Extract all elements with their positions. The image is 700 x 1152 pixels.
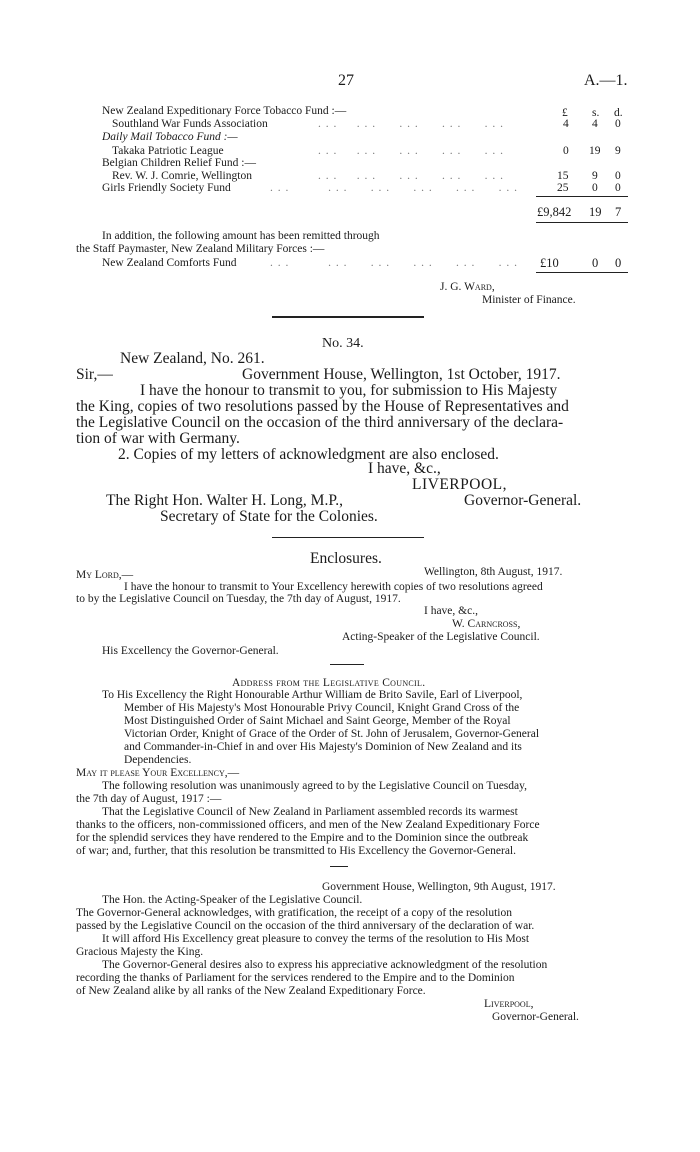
fund-row-shillings: 4 xyxy=(592,118,598,130)
minor-divider xyxy=(330,866,348,867)
enclosure-place-date: Wellington, 8th August, 1917. xyxy=(424,566,563,578)
reply-signer: Liverpool, xyxy=(484,998,534,1010)
leader-dots: . . . . . . . . . . . . . . . xyxy=(318,118,504,130)
despatch-body-line: the Legislative Council on the occasion of the third anniversary of the declara- xyxy=(76,414,564,431)
reply-signer-title: Governor-General. xyxy=(492,1011,579,1023)
fund-row-shillings: 9 xyxy=(592,170,598,182)
finance-signature: J. G. Ward, xyxy=(440,281,495,293)
reply-line: The Governor-General acknowledges, with gratification, the receipt of a copy of the resolution xyxy=(76,907,512,919)
address-line: Victorian Order, Knight of Grace of the Order of St. John of Jerusalem, Governor-General xyxy=(124,728,540,740)
resolution-line: the 7th day of August, 1917 :— xyxy=(76,793,222,805)
resolution-line: of war; and, further, that this resolution be transmitted to His Excellency the Governor-General. xyxy=(76,845,517,857)
leader-dots: . . . . . . . . . . . . . . . . . . xyxy=(270,257,518,269)
page-number: 27 xyxy=(338,72,354,89)
reply-line: passed by the Legislative Council on the occasion of the third anniversary of the declaration of war. xyxy=(76,920,535,932)
total-rule xyxy=(536,196,628,197)
enclosures-heading: Enclosures. xyxy=(310,550,382,567)
comforts-pounds: £10 xyxy=(540,256,559,270)
pence-header: d. xyxy=(614,107,623,119)
minor-divider xyxy=(330,664,364,665)
fund-row-label: Rev. W. J. Comrie, Wellington xyxy=(112,170,252,182)
fund-row-label: Takaka Patriotic League xyxy=(112,145,224,157)
may-it-please: May it please Your Excellency,— xyxy=(76,767,240,779)
fund-row-pounds: 4 xyxy=(563,118,569,130)
comforts-fund-label: New Zealand Comforts Fund xyxy=(102,257,237,269)
fund-row-label: Daily Mail Tobacco Fund :— xyxy=(102,131,238,143)
resolution-line: for the splendid services they have rendered to the Empire and to the Dominion since the outbreak xyxy=(76,832,529,844)
leader-dots: . . . . . . . . . . . . . . . xyxy=(318,170,504,182)
despatch-place-date: Government House, Wellington, 1st October, 1917. xyxy=(242,366,561,383)
remittance-note: In addition, the following amount has been remitted through xyxy=(102,230,380,242)
address-line: Most Distinguished Order of Saint Michael and Saint George, Member of the Royal xyxy=(124,715,511,727)
leader-dots: . . . . . . . . . . . . . . . xyxy=(318,145,504,157)
fund-row-pence: 0 xyxy=(615,118,621,130)
resolution-line: thanks to the officers, non-commissioned officers, and men of the New Zealand Expeditionary Force xyxy=(76,819,540,831)
fund-row-pounds: 15 xyxy=(557,170,569,182)
section-divider xyxy=(272,537,424,538)
despatch-addressee-title: Secretary of State for the Colonies. xyxy=(160,508,378,525)
despatch-addressee: The Right Hon. Walter H. Long, M.P., xyxy=(106,492,343,509)
comforts-pence: 0 xyxy=(615,256,622,270)
reply-line: The Governor-General desires also to express his appreciative acknowledgment of the resolution xyxy=(102,959,548,971)
total-shillings: 19 xyxy=(589,205,602,219)
address-line: Dependencies. xyxy=(124,754,192,766)
enclosure-body-line: to by the Legislative Council on Tuesday, the 7th day of August, 1917. xyxy=(76,593,401,605)
total-pence: 7 xyxy=(615,205,622,219)
fund-row-label: New Zealand Expeditionary Force Tobacco Fund :— xyxy=(102,105,347,117)
leader-dots: . . . . . . . . . . . . . . . . . . xyxy=(270,182,518,194)
enclosure-body-line: I have the honour to transmit to Your Excellency herewith copies of two resolutions agreed xyxy=(124,581,543,593)
enclosure-signer: W. Carncross, xyxy=(452,618,521,630)
fund-row-label: Belgian Children Relief Fund :— xyxy=(102,157,256,169)
fund-row-pence: 9 xyxy=(615,145,621,157)
fund-row-shillings: 19 xyxy=(589,145,601,157)
resolution-line: That the Legislative Council of New Zealand in Parliament assembled records its warmest xyxy=(102,806,518,818)
despatch-number: No. 34. xyxy=(322,336,364,351)
reply-line: Gracious Majesty the King. xyxy=(76,946,204,958)
reply-line: It will afford His Excellency great pleasure to convey the terms of the resolution to His Most xyxy=(102,933,530,945)
section-divider xyxy=(272,316,424,318)
shillings-header: s. xyxy=(592,107,600,119)
resolution-line: The following resolution was unanimously agreed to by the Legislative Council on Tuesday, xyxy=(102,780,528,792)
despatch-body-line: I have the honour to transmit to you, for submission to His Majesty xyxy=(140,382,558,399)
fund-row-pence: 0 xyxy=(615,170,621,182)
despatch-paragraph: 2. Copies of my letters of acknowledgment are also enclosed. xyxy=(118,446,499,463)
despatch-signer-title: Governor-General. xyxy=(464,492,582,509)
address-line: Member of His Majesty's Most Honourable Privy Council, Knight Grand Cross of the xyxy=(124,702,520,714)
address-line: To His Excellency the Right Honourable Arthur William de Brito Savile, Earl of Liverpool, xyxy=(102,689,523,701)
despatch-closing: I have, &c., xyxy=(368,460,441,477)
enclosure-salutation: My Lord,— xyxy=(76,569,134,581)
despatch-body-line: tion of war with Germany. xyxy=(76,430,240,447)
pounds-header: £ xyxy=(562,107,568,119)
remittance-note: the Staff Paymaster, New Zealand Military Forces :— xyxy=(76,243,325,255)
reply-line: recording the thanks of Parliament for the services rendered to the Empire and to the Dominion xyxy=(76,972,515,984)
fund-row-pence: 0 xyxy=(615,182,621,194)
enclosure-closing: I have, &c., xyxy=(424,605,478,617)
fund-row-pounds: 0 xyxy=(563,145,569,157)
despatch-reference: New Zealand, No. 261. xyxy=(120,350,265,367)
address-heading: Address from the Legislative Council. xyxy=(232,677,426,689)
despatch-body-line: the King, copies of two resolutions passed by the House of Representatives and xyxy=(76,398,569,415)
enclosure-signer-title: Acting-Speaker of the Legislative Council. xyxy=(342,631,540,643)
reply-place-date: Government House, Wellington, 9th August, 1917. xyxy=(322,881,556,893)
despatch-salutation: Sir,— xyxy=(76,366,113,383)
finance-signature-title: Minister of Finance. xyxy=(482,294,576,306)
fund-row-shillings: 0 xyxy=(592,182,598,194)
reply-addressee: The Hon. the Acting-Speaker of the Legislative Council. xyxy=(102,894,363,906)
fund-row-label: Girls Friendly Society Fund xyxy=(102,182,231,194)
enclosure-addressee: His Excellency the Governor-General. xyxy=(102,645,279,657)
total-rule-bottom xyxy=(536,222,628,223)
total-pounds: £9,842 xyxy=(537,205,572,219)
fund-row-label: Southland War Funds Association xyxy=(112,118,268,130)
document-reference: A.—1. xyxy=(584,72,628,89)
comforts-rule xyxy=(536,272,628,273)
fund-row-pounds: 25 xyxy=(557,182,569,194)
comforts-shillings: 0 xyxy=(592,256,599,270)
address-line: and Commander-in-Chief in and over His Majesty's Dominion of New Zealand and its xyxy=(124,741,522,753)
despatch-signer: LIVERPOOL, xyxy=(412,476,507,493)
reply-line: of New Zealand alike by all ranks of the New Zealand Expeditionary Force. xyxy=(76,985,426,997)
